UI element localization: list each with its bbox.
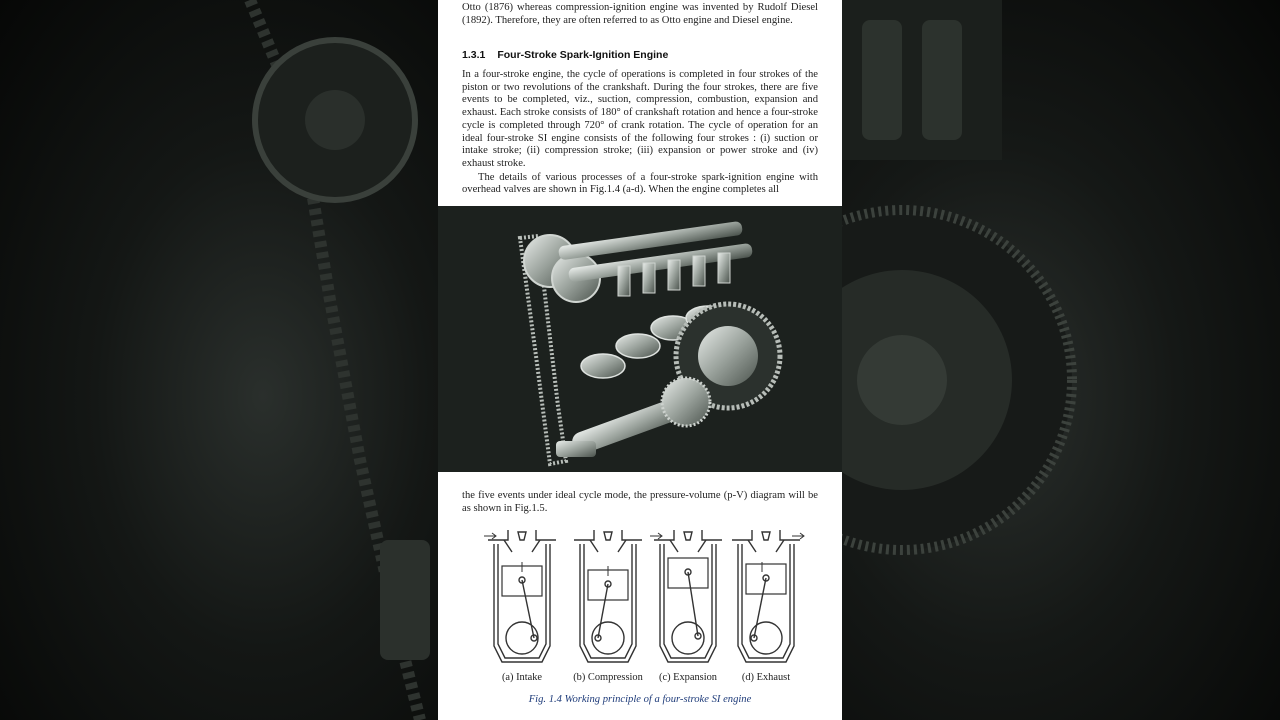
document-page	[438, 0, 842, 720]
engine-photo	[438, 206, 842, 472]
figure-intake	[482, 528, 562, 683]
compression-diagram	[568, 528, 648, 670]
intake-diagram	[482, 528, 562, 670]
label-compression: (b) Compression	[573, 672, 643, 683]
section-number: 1.3.1	[462, 49, 486, 61]
intro-paragraph: Otto (1876) whereas compression-ignition engine was invented by Rudolf Diesel (1892). Therefore, they are often referred to as Otto engine and Diesel engine.	[462, 2, 818, 26]
label-expansion: (c) Expansion	[659, 672, 717, 683]
section-title: Four-Stroke Spark-Ignition Engine	[497, 49, 669, 61]
body-text	[462, 69, 818, 197]
expansion-diagram	[648, 528, 728, 670]
stroke-diagrams	[438, 528, 842, 683]
exhaust-diagram	[726, 528, 806, 670]
paragraph-3: the five events under ideal cycle mode, the pressure-volume (p-V) diagram will be as shown in Fig.1.5.	[462, 490, 818, 514]
paragraph-1: In a four-stroke engine, the cycle of operations is completed in four strokes of the piston or two revolutions of the crankshaft. During the four strokes, there are five events to be completed, viz., suction, compression, combustion, expansion and exhaust. Each stroke consists of 180° of crankshaft rotation and hence a four-stroke cycle is completed through 720° of crank rotation. The cycle of operation for an ideal four-stroke SI engine consists of the following four strokes : (i) suction or intake stroke; (ii) compression stroke; (iii) expansion or power stroke and (iv) exhaust stroke.	[462, 69, 818, 169]
figure-compression	[568, 528, 648, 683]
figure-caption: Fig. 1.4 Working principle of a four-stroke SI engine	[528, 694, 752, 705]
engine-silhouette-left	[0, 0, 438, 720]
figure-expansion	[648, 528, 728, 683]
figure-exhaust	[726, 528, 806, 683]
label-intake: (a) Intake	[501, 672, 543, 683]
background-engine-right	[842, 0, 1280, 720]
engine-silhouette-right	[842, 0, 1280, 720]
paragraph-2: The details of various processes of a four-stroke spark-ignition engine with overhead valves are shown in Fig.1.4 (a-d). When the engine completes all	[462, 171, 818, 196]
continued-text	[462, 490, 818, 515]
label-exhaust: (d) Exhaust	[741, 672, 791, 683]
section-heading	[462, 49, 818, 61]
background-engine-left	[0, 0, 438, 720]
intro-text	[462, 2, 818, 27]
engine-illustration	[438, 206, 842, 472]
